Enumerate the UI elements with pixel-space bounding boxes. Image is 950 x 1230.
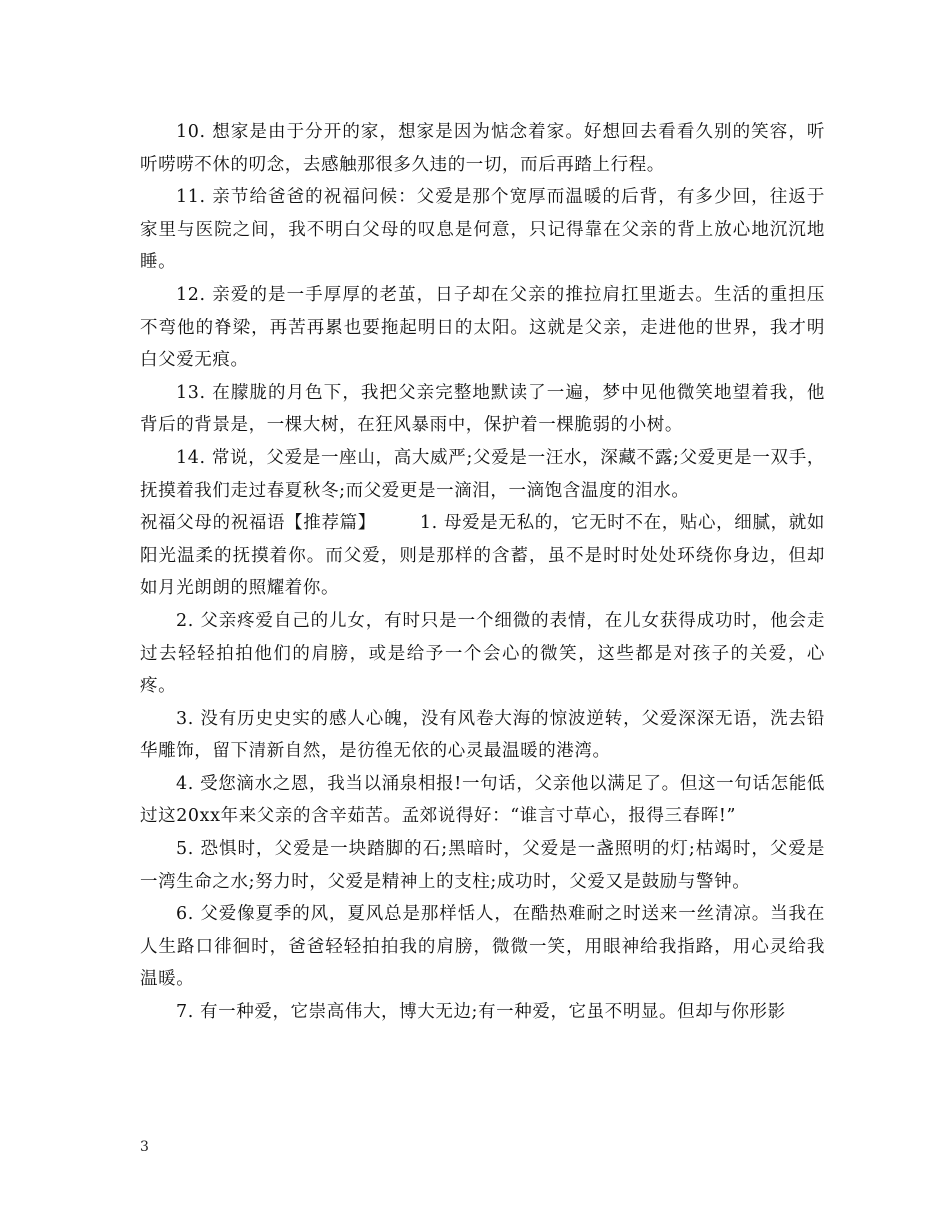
paragraph-14: 14. 常说，父爱是一座山，高大威严;父爱是一汪水，深藏不露;父爱更是一双手，抚摸着我们走过春夏秋冬;而父爱更是一滴泪，一滴饱含温度的泪水。 <box>140 447 825 501</box>
paragraph-2: 2. 父亲疼爱自己的儿女，有时只是一个细微的表情，在儿女获得成功时，他会走过去轻轻拍拍他们的肩膀，或是给予一个会心的微笑，这些都是对孩子的关爱，心疼。 <box>140 610 825 697</box>
paragraph-7: 7. 有一种爱，它崇高伟大，博大无边;有一种爱，它虽不明显。但却与你形影 <box>176 1002 786 1023</box>
paragraph-1: 1. 母爱是无私的，它无时不在，贴心，细腻，就如阳光温柔的抚摸着你。而父爱，则是那样的含蓄，虽不是时时处处环绕你身边，但却如月光朗朗的照耀着你。 <box>140 513 825 599</box>
paragraph-11: 11. 亲节给爸爸的祝福问候：父爱是那个宽厚而温暖的后背，有多少回，往返于家里与医院之间，我不明白父母的叹息是何意，只记得靠在父亲的背上放心地沉沉地睡。 <box>140 187 825 273</box>
document-body <box>140 116 825 1029</box>
section-heading: 祝福父母的祝福语【推荐篇】 <box>140 513 376 534</box>
paragraph-13: 13. 在朦胧的月色下，我把父亲完整地默读了一遍，梦中见他微笑地望着我，他背后的背景是，一棵大树，在狂风暴雨中，保护着一棵脆弱的小树。 <box>140 382 825 436</box>
paragraph-3: 3. 没有历史史实的感人心魄，没有风卷大海的惊波逆转，父爱深深无语，洗去铅华雕饰，留下清新自然，是彷徨无依的心灵最温暖的港湾。 <box>140 708 825 762</box>
section-paragraph <box>140 507 825 605</box>
paragraph-6: 6. 父爱像夏季的风，夏风总是那样恬人，在酷热难耐之时送来一丝清凉。当我在人生路口徘徊时，爸爸轻轻拍拍我的肩膀，微微一笑，用眼神给我指路，用心灵给我温暖。 <box>140 904 825 990</box>
paragraph-10: 10. 想家是由于分开的家，想家是因为惦念着家。好想回去看看久别的笑容，听听唠唠不休的叨念，去感触那很多久违的一切，而后再踏上行程。 <box>140 122 825 175</box>
paragraph-5: 5. 恐惧时，父爱是一块踏脚的石;黑暗时，父爱是一盏照明的灯;枯竭时，父爱是一湾生命之水;努力时，父爱是精神上的支柱;成功时，父爱又是鼓励与警钟。 <box>140 839 825 892</box>
paragraph-4: 4. 受您滴水之恩，我当以涌泉相报!一句话，父亲他以满足了。但这一句话怎能低过这20xx年来父亲的含辛茹苦。孟郊说得好：“谁言寸草心，报得三春晖!” <box>140 773 825 827</box>
page-number: 3 <box>140 1139 149 1155</box>
paragraph-12: 12. 亲爱的是一手厚厚的老茧，日子却在父亲的推拉肩扛里逝去。生活的重担压不弯他的脊梁，再苦再累也要拖起明日的太阳。这就是父亲，走进他的世界，我才明白父爱无痕。 <box>140 284 825 371</box>
